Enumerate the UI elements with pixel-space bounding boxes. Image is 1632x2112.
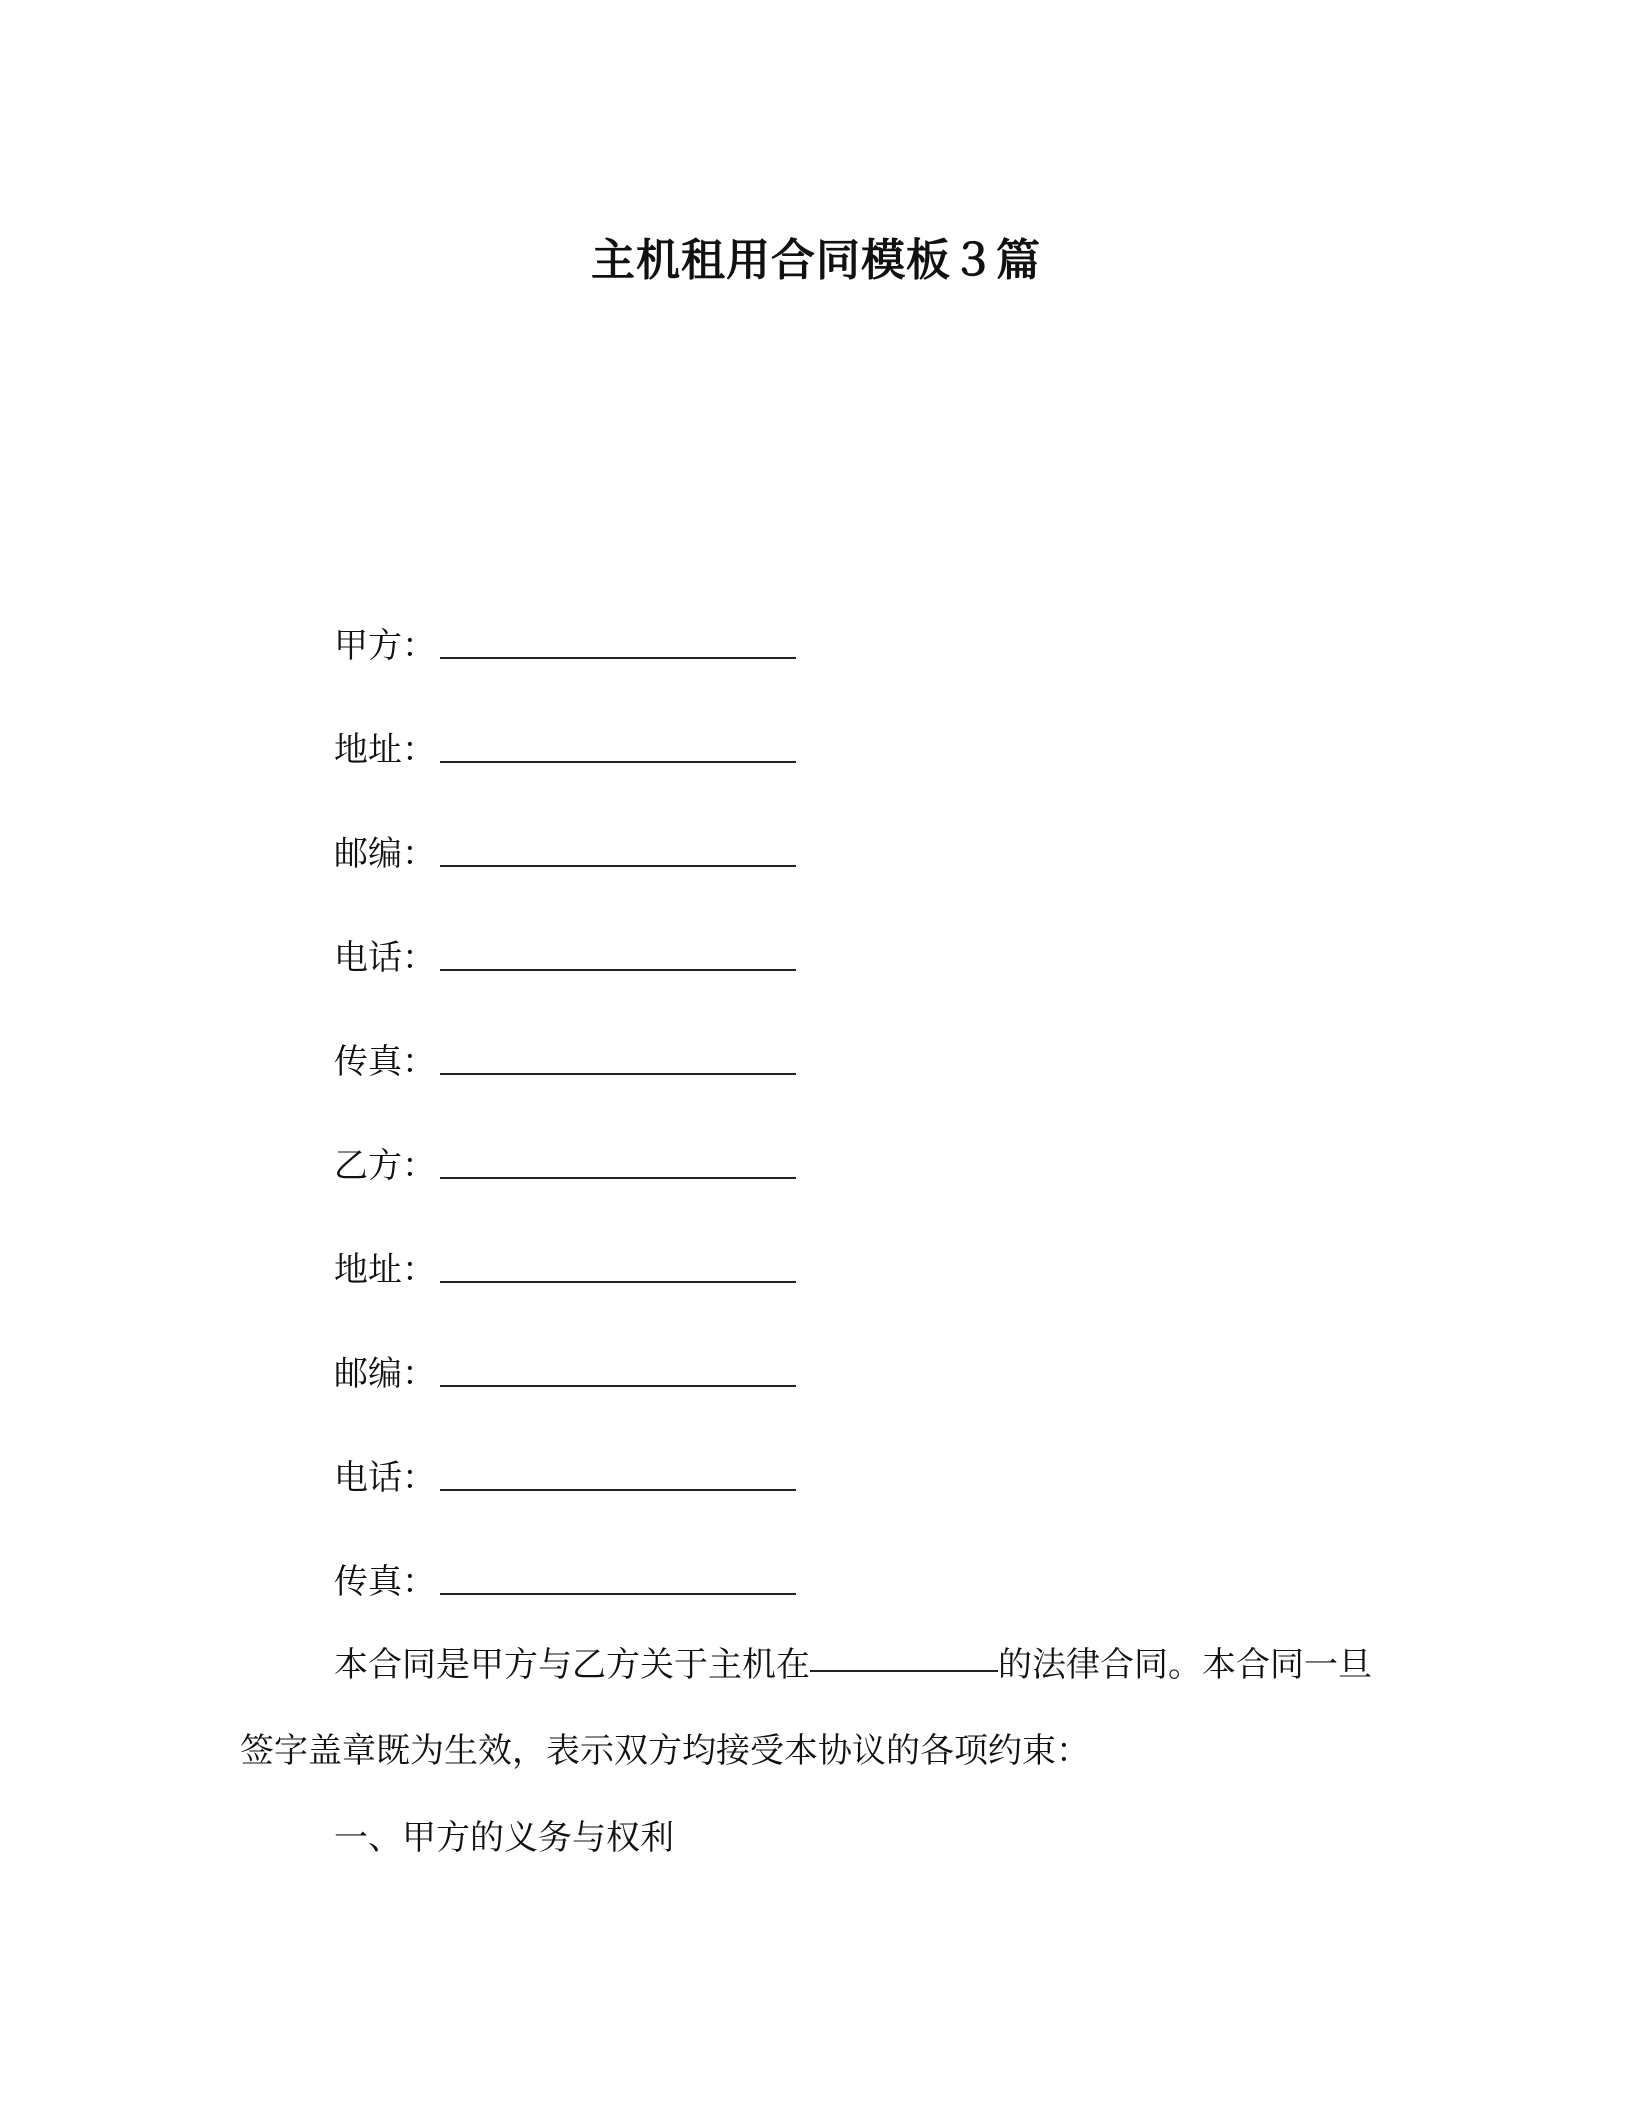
intro-text-part1: 本合同是甲方与乙方关于主机在 [334, 1645, 810, 1685]
party-b-field [334, 1110, 796, 1214]
party-b-address-field [334, 1214, 796, 1318]
party-a-address-blank [440, 721, 796, 763]
party-a-fax-field [334, 1006, 796, 1110]
field-label: 电话： [334, 1457, 436, 1498]
intro-paragraph [240, 1622, 1380, 1794]
field-label: 传真： [334, 1561, 436, 1602]
field-label: 地址： [334, 1249, 436, 1290]
field-label: 传真： [334, 1041, 436, 1082]
field-label: 甲方： [334, 625, 436, 666]
party-b-blank [440, 1137, 796, 1179]
field-label: 电话： [334, 937, 436, 978]
section-heading: 一、甲方的义务与权利 [334, 1818, 674, 1858]
party-a-postcode-blank [440, 825, 796, 867]
party-a-field [334, 590, 796, 694]
party-a-phone-field [334, 902, 796, 1006]
party-b-postcode-blank [440, 1345, 796, 1387]
party-b-fax-field [334, 1526, 796, 1630]
location-blank [810, 1632, 998, 1672]
document-title: 主机租用合同模板３篇 [591, 235, 1041, 286]
field-label: 邮编： [334, 1353, 436, 1394]
party-b-phone-blank [440, 1449, 796, 1491]
party-b-fax-blank [440, 1553, 796, 1595]
party-a-fax-blank [440, 1033, 796, 1075]
party-a-postcode-field [334, 798, 796, 902]
party-b-postcode-field [334, 1318, 796, 1422]
field-label: 地址： [334, 729, 436, 770]
field-label: 乙方： [334, 1145, 436, 1186]
intro-text-part2: 的法律合同。本合同一旦签字盖章既为生效，表示双方均接受本协议的各项约束： [240, 1645, 1372, 1771]
party-a-blank [440, 617, 796, 659]
party-info-fields [334, 590, 796, 1630]
field-label: 邮编： [334, 833, 436, 874]
party-b-phone-field [334, 1422, 796, 1526]
party-a-address-field [334, 694, 796, 798]
party-b-address-blank [440, 1241, 796, 1283]
party-a-phone-blank [440, 929, 796, 971]
